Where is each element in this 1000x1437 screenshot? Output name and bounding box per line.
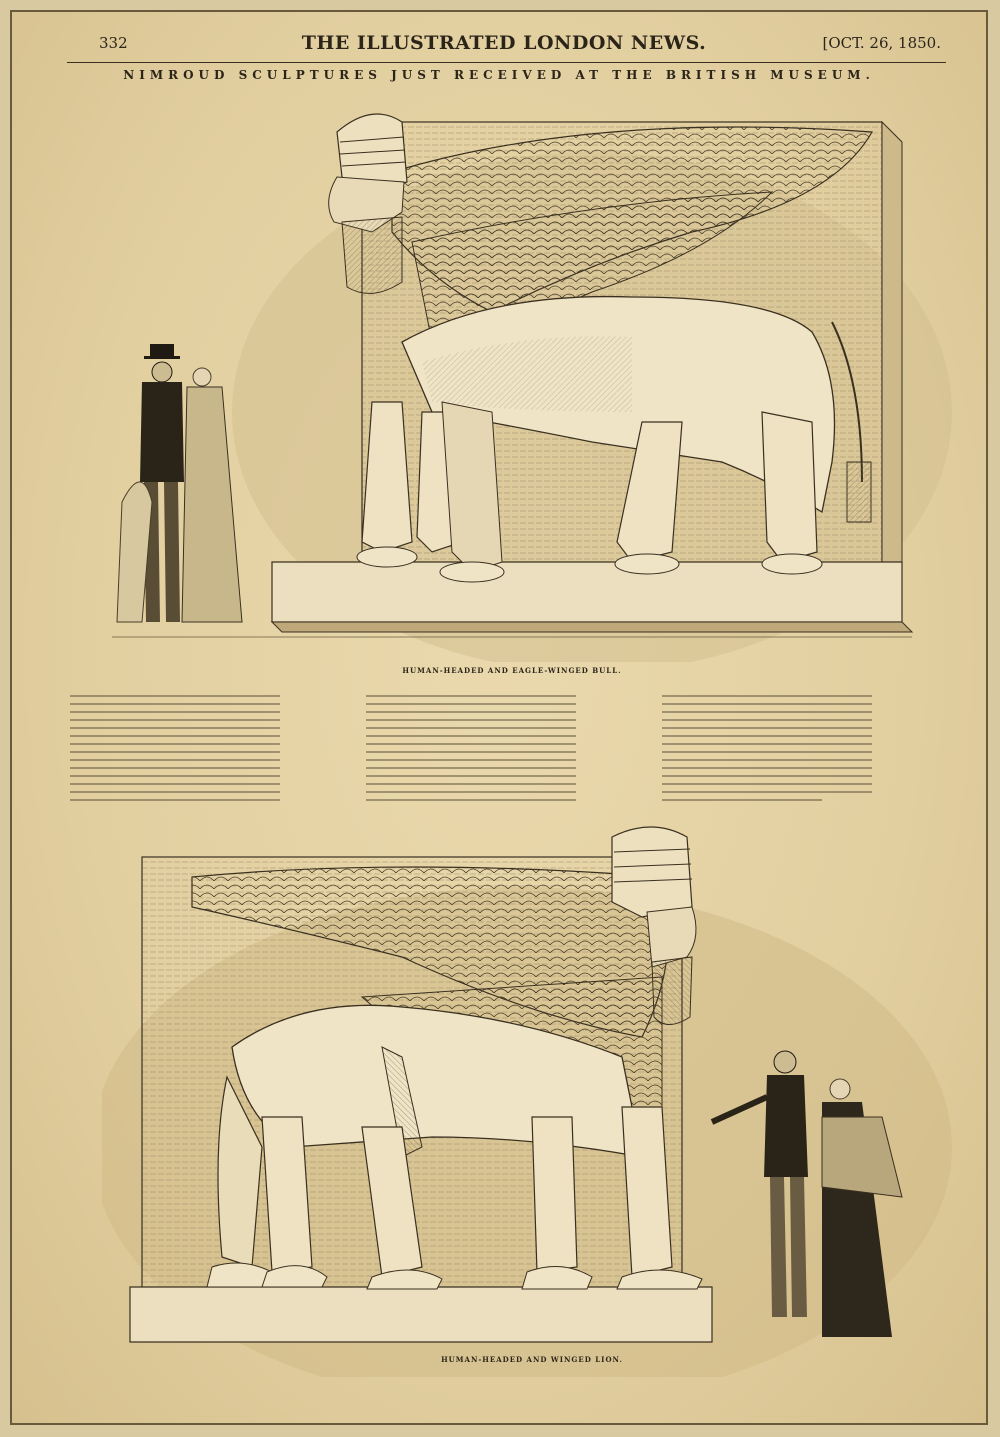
text-column-1	[70, 692, 352, 812]
page-header	[67, 34, 941, 64]
article-title: NIMROUD SCULPTURES JUST RECEIVED AT THE BRITISH MUSEUM.	[123, 68, 875, 82]
visitor-figures-top	[117, 344, 242, 622]
issue-date: [OCT. 26, 1850.	[822, 34, 941, 52]
bottom-figure-caption: HUMAN-HEADED AND WINGED LION.	[441, 1355, 623, 1364]
text-texture-2	[366, 692, 648, 812]
page-number: 332	[99, 34, 128, 52]
article-body	[70, 692, 944, 812]
header-rule	[67, 62, 946, 63]
text-column-2	[366, 692, 648, 812]
winged-lion-engraving	[102, 817, 962, 1377]
text-texture-3	[662, 692, 944, 812]
masthead: THE ILLUSTRATED LONDON NEWS.	[301, 32, 707, 54]
winged-bull-illustration	[72, 82, 952, 662]
newspaper-page	[10, 10, 988, 1425]
text-texture-1	[70, 692, 352, 812]
winged-lion-illustration	[102, 817, 962, 1377]
text-column-3	[662, 692, 944, 812]
top-figure-caption: HUMAN-HEADED AND EAGLE-WINGED BULL.	[402, 666, 622, 675]
winged-bull-engraving	[72, 82, 952, 675]
